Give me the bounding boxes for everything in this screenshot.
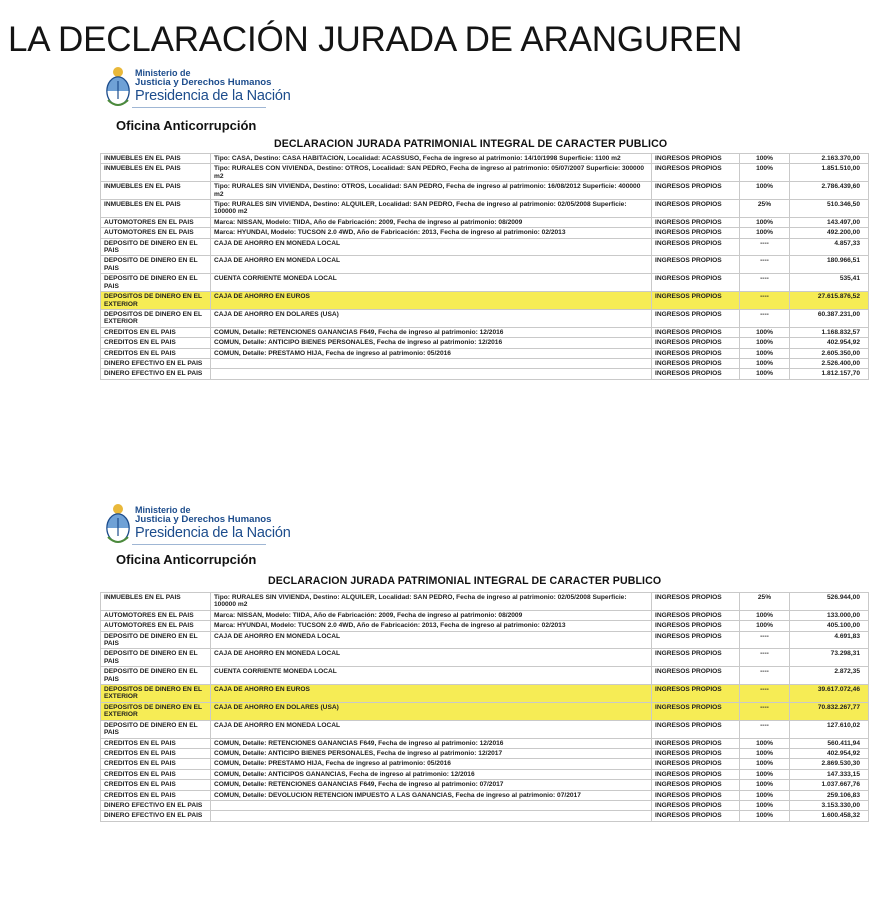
- asset-amount-cell: 1.037.667,76: [790, 780, 869, 790]
- asset-description-cell: COMUN, Detalle: ANTICIPOS GANANCIAS, Fecha de ingreso al patrimonio: 12/2016: [211, 769, 652, 779]
- asset-description-cell: COMUN, Detalle: ANTICIPO BIENES PERSONALES, Fecha de ingreso al patrimonio: 12/2017: [211, 748, 652, 758]
- ownership-percent-cell: 100%: [740, 154, 790, 164]
- table-row: [101, 238, 869, 256]
- table-row: [101, 738, 869, 748]
- asset-category-cell: DEPOSITOS DE DINERO EN EL EXTERIOR: [101, 309, 211, 327]
- asset-description-cell: CAJA DE AHORRO EN MONEDA LOCAL: [211, 649, 652, 667]
- ownership-percent-cell: 100%: [740, 369, 790, 379]
- coat-of-arms-icon: [104, 66, 132, 110]
- table-row: [101, 274, 869, 292]
- table-row: [101, 338, 869, 348]
- document-title: DECLARACION JURADA PATRIMONIAL INTEGRAL DE CARACTER PUBLICO: [268, 575, 662, 587]
- asset-amount-cell: 73.298,31: [790, 649, 869, 667]
- table-row: [101, 769, 869, 779]
- asset-category-cell: DEPOSITO DE DINERO EN EL PAIS: [101, 631, 211, 649]
- funds-origin-cell: INGRESOS PROPIOS: [652, 811, 740, 821]
- funds-origin-cell: INGRESOS PROPIOS: [652, 800, 740, 810]
- ownership-percent-cell: 100%: [740, 759, 790, 769]
- asset-amount-cell: 402.954,92: [790, 748, 869, 758]
- funds-origin-cell: INGRESOS PROPIOS: [652, 200, 740, 218]
- table-row: [101, 200, 869, 218]
- table-row: [101, 621, 869, 631]
- presidency-name: Presidencia de la Nación: [135, 88, 291, 104]
- asset-category-cell: AUTOMOTORES EN EL PAIS: [101, 610, 211, 620]
- declaration-document-2: [100, 503, 870, 820]
- ownership-percent-cell: 100%: [740, 217, 790, 227]
- funds-origin-cell: INGRESOS PROPIOS: [652, 309, 740, 327]
- asset-amount-cell: 526.944,00: [790, 593, 869, 611]
- asset-amount-cell: 4.691,83: [790, 631, 869, 649]
- asset-category-cell: DEPOSITO DE DINERO EN EL PAIS: [101, 238, 211, 256]
- funds-origin-cell: INGRESOS PROPIOS: [652, 369, 740, 379]
- ownership-percent-cell: 100%: [740, 358, 790, 368]
- asset-description-cell: CUENTA CORRIENTE MONEDA LOCAL: [211, 274, 652, 292]
- table-row: [101, 685, 869, 703]
- ownership-percent-cell: 100%: [740, 228, 790, 238]
- asset-amount-cell: 405.100,00: [790, 621, 869, 631]
- ministry-line-2: Justicia y Derechos Humanos: [135, 77, 272, 88]
- funds-origin-cell: INGRESOS PROPIOS: [652, 228, 740, 238]
- table-row: [101, 667, 869, 685]
- asset-amount-cell: 1.851.510,00: [790, 164, 869, 182]
- table-row: [101, 593, 869, 611]
- declaration-table: [100, 592, 869, 822]
- asset-category-cell: DEPOSITOS DE DINERO EN EL EXTERIOR: [101, 702, 211, 720]
- funds-origin-cell: INGRESOS PROPIOS: [652, 164, 740, 182]
- asset-category-cell: INMUEBLES EN EL PAIS: [101, 200, 211, 218]
- asset-description-cell: COMUN, Detalle: RETENCIONES GANANCIAS F649, Fecha de ingreso al patrimonio: 12/2016: [211, 738, 652, 748]
- table-row: [101, 649, 869, 667]
- funds-origin-cell: INGRESOS PROPIOS: [652, 790, 740, 800]
- asset-description-cell: CAJA DE AHORRO EN MONEDA LOCAL: [211, 631, 652, 649]
- asset-description-cell: CAJA DE AHORRO EN EUROS: [211, 292, 652, 310]
- asset-category-cell: DINERO EFECTIVO EN EL PAIS: [101, 358, 211, 368]
- ministry-logo: [100, 503, 430, 549]
- asset-amount-cell: 510.346,50: [790, 200, 869, 218]
- asset-description-cell: [211, 369, 652, 379]
- funds-origin-cell: INGRESOS PROPIOS: [652, 154, 740, 164]
- declaration-document-1: [100, 66, 870, 378]
- ownership-percent-cell: 100%: [740, 182, 790, 200]
- table-row: [101, 702, 869, 720]
- office-title: Oficina Anticorrupción: [116, 552, 257, 567]
- asset-amount-cell: 3.153.330,00: [790, 800, 869, 810]
- logo-underline: [132, 107, 266, 108]
- ministry-logo: [100, 66, 430, 112]
- asset-description-cell: [211, 811, 652, 821]
- funds-origin-cell: INGRESOS PROPIOS: [652, 610, 740, 620]
- funds-origin-cell: INGRESOS PROPIOS: [652, 720, 740, 738]
- asset-amount-cell: 402.954,92: [790, 338, 869, 348]
- table-row: [101, 720, 869, 738]
- asset-amount-cell: 39.617.072,46: [790, 685, 869, 703]
- ownership-percent-cell: ----: [740, 238, 790, 256]
- table-row: [101, 780, 869, 790]
- table-row: [101, 610, 869, 620]
- asset-category-cell: DEPOSITO DE DINERO EN EL PAIS: [101, 720, 211, 738]
- asset-amount-cell: 2.163.370,00: [790, 154, 869, 164]
- ownership-percent-cell: ----: [740, 649, 790, 667]
- asset-category-cell: DEPOSITOS DE DINERO EN EL EXTERIOR: [101, 685, 211, 703]
- table-row: [101, 348, 869, 358]
- asset-category-cell: AUTOMOTORES EN EL PAIS: [101, 621, 211, 631]
- logo-underline: [132, 544, 266, 545]
- funds-origin-cell: INGRESOS PROPIOS: [652, 327, 740, 337]
- asset-amount-cell: 535,41: [790, 274, 869, 292]
- asset-amount-cell: 133.000,00: [790, 610, 869, 620]
- asset-amount-cell: 259.106,83: [790, 790, 869, 800]
- ownership-percent-cell: 100%: [740, 164, 790, 182]
- asset-description-cell: COMUN, Detalle: DEVOLUCION RETENCION IMPUESTO A LAS GANANCIAS, Fecha de ingreso al patrimonio: 07/2017: [211, 790, 652, 800]
- table-row: [101, 154, 869, 164]
- ministry-line-1: Ministerio de: [135, 68, 191, 78]
- asset-description-cell: COMUN, Detalle: PRESTAMO HIJA, Fecha de ingreso al patrimonio: 05/2016: [211, 759, 652, 769]
- asset-amount-cell: 1.812.157,70: [790, 369, 869, 379]
- asset-description-cell: Marca: HYUNDAI, Modelo: TUCSON 2.0 4WD, Año de Fabricación: 2013, Fecha de ingreso al patrimonio: 02/2013: [211, 621, 652, 631]
- table-row: [101, 369, 869, 379]
- document-title: DECLARACION JURADA PATRIMONIAL INTEGRAL DE CARACTER PUBLICO: [274, 138, 668, 150]
- table-row: [101, 228, 869, 238]
- asset-category-cell: INMUEBLES EN EL PAIS: [101, 593, 211, 611]
- asset-category-cell: DEPOSITOS DE DINERO EN EL EXTERIOR: [101, 292, 211, 310]
- asset-category-cell: CREDITOS EN EL PAIS: [101, 790, 211, 800]
- ownership-percent-cell: ----: [740, 274, 790, 292]
- ownership-percent-cell: 100%: [740, 348, 790, 358]
- ownership-percent-cell: ----: [740, 667, 790, 685]
- asset-category-cell: CREDITOS EN EL PAIS: [101, 769, 211, 779]
- ownership-percent-cell: 100%: [740, 738, 790, 748]
- asset-category-cell: INMUEBLES EN EL PAIS: [101, 182, 211, 200]
- ownership-percent-cell: ----: [740, 720, 790, 738]
- ministry-line-2: Justicia y Derechos Humanos: [135, 514, 272, 525]
- asset-description-cell: Tipo: RURALES SIN VIVIENDA, Destino: OTROS, Localidad: SAN PEDRO, Fecha de ingreso al patrimonio: 16/08/2012 Superficie: 400000 m2: [211, 182, 652, 200]
- asset-category-cell: AUTOMOTORES EN EL PAIS: [101, 217, 211, 227]
- asset-description-cell: CAJA DE AHORRO EN MONEDA LOCAL: [211, 720, 652, 738]
- asset-category-cell: CREDITOS EN EL PAIS: [101, 748, 211, 758]
- funds-origin-cell: INGRESOS PROPIOS: [652, 667, 740, 685]
- asset-description-cell: CAJA DE AHORRO EN EUROS: [211, 685, 652, 703]
- asset-category-cell: CREDITOS EN EL PAIS: [101, 738, 211, 748]
- ownership-percent-cell: 100%: [740, 769, 790, 779]
- table-row: [101, 217, 869, 227]
- asset-description-cell: COMUN, Detalle: RETENCIONES GANANCIAS F649, Fecha de ingreso al patrimonio: 07/2017: [211, 780, 652, 790]
- table-row: [101, 164, 869, 182]
- asset-description-cell: [211, 800, 652, 810]
- asset-amount-cell: 492.200,00: [790, 228, 869, 238]
- ministry-name: [135, 69, 272, 87]
- table-row: [101, 800, 869, 810]
- table-row: [101, 309, 869, 327]
- asset-description-cell: CAJA DE AHORRO EN DOLARES (USA): [211, 309, 652, 327]
- asset-category-cell: CREDITOS EN EL PAIS: [101, 759, 211, 769]
- ownership-percent-cell: 100%: [740, 327, 790, 337]
- asset-category-cell: CREDITOS EN EL PAIS: [101, 780, 211, 790]
- asset-amount-cell: 27.615.876,52: [790, 292, 869, 310]
- table-row: [101, 631, 869, 649]
- funds-origin-cell: INGRESOS PROPIOS: [652, 621, 740, 631]
- office-title: Oficina Anticorrupción: [116, 118, 257, 133]
- asset-category-cell: CREDITOS EN EL PAIS: [101, 348, 211, 358]
- asset-description-cell: CAJA DE AHORRO EN MONEDA LOCAL: [211, 256, 652, 274]
- ownership-percent-cell: 100%: [740, 748, 790, 758]
- declaration-table: [100, 153, 869, 380]
- asset-description-cell: Tipo: RURALES SIN VIVIENDA, Destino: ALQUILER, Localidad: SAN PEDRO, Fecha de ingreso al patrimonio: 02/05/2008 Superficie: 100000 m2: [211, 593, 652, 611]
- funds-origin-cell: INGRESOS PROPIOS: [652, 738, 740, 748]
- asset-description-cell: CAJA DE AHORRO EN DOLARES (USA): [211, 702, 652, 720]
- asset-description-cell: COMUN, Detalle: PRESTAMO HIJA, Fecha de ingreso al patrimonio: 05/2016: [211, 348, 652, 358]
- ministry-name: [135, 506, 272, 524]
- ownership-percent-cell: 100%: [740, 811, 790, 821]
- asset-amount-cell: 180.966,51: [790, 256, 869, 274]
- table-row: [101, 256, 869, 274]
- asset-amount-cell: 2.869.530,30: [790, 759, 869, 769]
- ownership-percent-cell: 25%: [740, 593, 790, 611]
- headline: LA DECLARACIÓN JURADA DE ARANGUREN: [8, 20, 743, 59]
- presidency-name: Presidencia de la Nación: [135, 525, 291, 541]
- table-row: [101, 182, 869, 200]
- funds-origin-cell: INGRESOS PROPIOS: [652, 593, 740, 611]
- table-row: [101, 811, 869, 821]
- asset-category-cell: CREDITOS EN EL PAIS: [101, 327, 211, 337]
- table-row: [101, 292, 869, 310]
- ownership-percent-cell: ----: [740, 309, 790, 327]
- funds-origin-cell: INGRESOS PROPIOS: [652, 358, 740, 368]
- table-row: [101, 790, 869, 800]
- ownership-percent-cell: 25%: [740, 200, 790, 218]
- asset-description-cell: Tipo: RURALES CON VIVIENDA, Destino: OTROS, Localidad: SAN PEDRO, Fecha de ingreso al patrimonio: 05/07/2007 Superficie: 300000 m2: [211, 164, 652, 182]
- asset-amount-cell: 147.333,15: [790, 769, 869, 779]
- ownership-percent-cell: ----: [740, 256, 790, 274]
- asset-description-cell: COMUN, Detalle: ANTICIPO BIENES PERSONALES, Fecha de ingreso al patrimonio: 12/2016: [211, 338, 652, 348]
- funds-origin-cell: INGRESOS PROPIOS: [652, 685, 740, 703]
- asset-description-cell: Marca: NISSAN, Modelo: TIIDA, Año de Fabricación: 2009, Fecha de ingreso al patrimonio: 08/2009: [211, 217, 652, 227]
- table-row: [101, 759, 869, 769]
- ministry-line-1: Ministerio de: [135, 505, 191, 515]
- funds-origin-cell: INGRESOS PROPIOS: [652, 238, 740, 256]
- funds-origin-cell: INGRESOS PROPIOS: [652, 274, 740, 292]
- funds-origin-cell: INGRESOS PROPIOS: [652, 780, 740, 790]
- ownership-percent-cell: 100%: [740, 780, 790, 790]
- funds-origin-cell: INGRESOS PROPIOS: [652, 217, 740, 227]
- funds-origin-cell: INGRESOS PROPIOS: [652, 649, 740, 667]
- ownership-percent-cell: 100%: [740, 621, 790, 631]
- coat-of-arms-icon: [104, 503, 132, 547]
- ownership-percent-cell: 100%: [740, 790, 790, 800]
- funds-origin-cell: INGRESOS PROPIOS: [652, 256, 740, 274]
- asset-amount-cell: 2.526.400,00: [790, 358, 869, 368]
- asset-amount-cell: 2.872,35: [790, 667, 869, 685]
- asset-category-cell: DEPOSITO DE DINERO EN EL PAIS: [101, 274, 211, 292]
- asset-description-cell: [211, 358, 652, 368]
- table-row: [101, 748, 869, 758]
- asset-category-cell: DEPOSITO DE DINERO EN EL PAIS: [101, 649, 211, 667]
- asset-description-cell: Tipo: RURALES SIN VIVIENDA, Destino: ALQUILER, Localidad: SAN PEDRO, Fecha de ingreso al patrimonio: 02/05/2008 Superficie: 100000 m2: [211, 200, 652, 218]
- asset-amount-cell: 143.497,00: [790, 217, 869, 227]
- funds-origin-cell: INGRESOS PROPIOS: [652, 769, 740, 779]
- asset-description-cell: Tipo: CASA, Destino: CASA HABITACION, Localidad: ACASSUSO, Fecha de ingreso al patrimonio: 14/10/1998 Superficie: 1100 m2: [211, 154, 652, 164]
- ownership-percent-cell: ----: [740, 685, 790, 703]
- ownership-percent-cell: ----: [740, 702, 790, 720]
- asset-category-cell: CREDITOS EN EL PAIS: [101, 338, 211, 348]
- ownership-percent-cell: ----: [740, 631, 790, 649]
- asset-description-cell: CUENTA CORRIENTE MONEDA LOCAL: [211, 667, 652, 685]
- ownership-percent-cell: ----: [740, 292, 790, 310]
- funds-origin-cell: INGRESOS PROPIOS: [652, 702, 740, 720]
- asset-amount-cell: 127.610,02: [790, 720, 869, 738]
- asset-category-cell: DEPOSITO DE DINERO EN EL PAIS: [101, 667, 211, 685]
- funds-origin-cell: INGRESOS PROPIOS: [652, 292, 740, 310]
- ownership-percent-cell: 100%: [740, 610, 790, 620]
- funds-origin-cell: INGRESOS PROPIOS: [652, 759, 740, 769]
- funds-origin-cell: INGRESOS PROPIOS: [652, 348, 740, 358]
- asset-category-cell: INMUEBLES EN EL PAIS: [101, 154, 211, 164]
- asset-category-cell: DINERO EFECTIVO EN EL PAIS: [101, 369, 211, 379]
- table-row: [101, 327, 869, 337]
- asset-amount-cell: 60.387.231,00: [790, 309, 869, 327]
- asset-category-cell: DINERO EFECTIVO EN EL PAIS: [101, 811, 211, 821]
- funds-origin-cell: INGRESOS PROPIOS: [652, 631, 740, 649]
- funds-origin-cell: INGRESOS PROPIOS: [652, 338, 740, 348]
- asset-category-cell: AUTOMOTORES EN EL PAIS: [101, 228, 211, 238]
- funds-origin-cell: INGRESOS PROPIOS: [652, 182, 740, 200]
- asset-amount-cell: 2.786.439,60: [790, 182, 869, 200]
- asset-category-cell: INMUEBLES EN EL PAIS: [101, 164, 211, 182]
- table-row: [101, 358, 869, 368]
- asset-amount-cell: 70.832.267,77: [790, 702, 869, 720]
- asset-amount-cell: 2.605.350,00: [790, 348, 869, 358]
- asset-amount-cell: 560.411,94: [790, 738, 869, 748]
- ownership-percent-cell: 100%: [740, 800, 790, 810]
- asset-description-cell: CAJA DE AHORRO EN MONEDA LOCAL: [211, 238, 652, 256]
- asset-category-cell: DINERO EFECTIVO EN EL PAIS: [101, 800, 211, 810]
- asset-category-cell: DEPOSITO DE DINERO EN EL PAIS: [101, 256, 211, 274]
- asset-description-cell: COMUN, Detalle: RETENCIONES GANANCIAS F649, Fecha de ingreso al patrimonio: 12/2016: [211, 327, 652, 337]
- ownership-percent-cell: 100%: [740, 338, 790, 348]
- asset-description-cell: Marca: HYUNDAI, Modelo: TUCSON 2.0 4WD, Año de Fabricación: 2013, Fecha de ingreso al patrimonio: 02/2013: [211, 228, 652, 238]
- funds-origin-cell: INGRESOS PROPIOS: [652, 748, 740, 758]
- asset-amount-cell: 1.168.832,57: [790, 327, 869, 337]
- asset-amount-cell: 1.600.458,32: [790, 811, 869, 821]
- asset-amount-cell: 4.857,33: [790, 238, 869, 256]
- asset-description-cell: Marca: NISSAN, Modelo: TIIDA, Año de Fabricación: 2009, Fecha de ingreso al patrimonio: 08/2009: [211, 610, 652, 620]
